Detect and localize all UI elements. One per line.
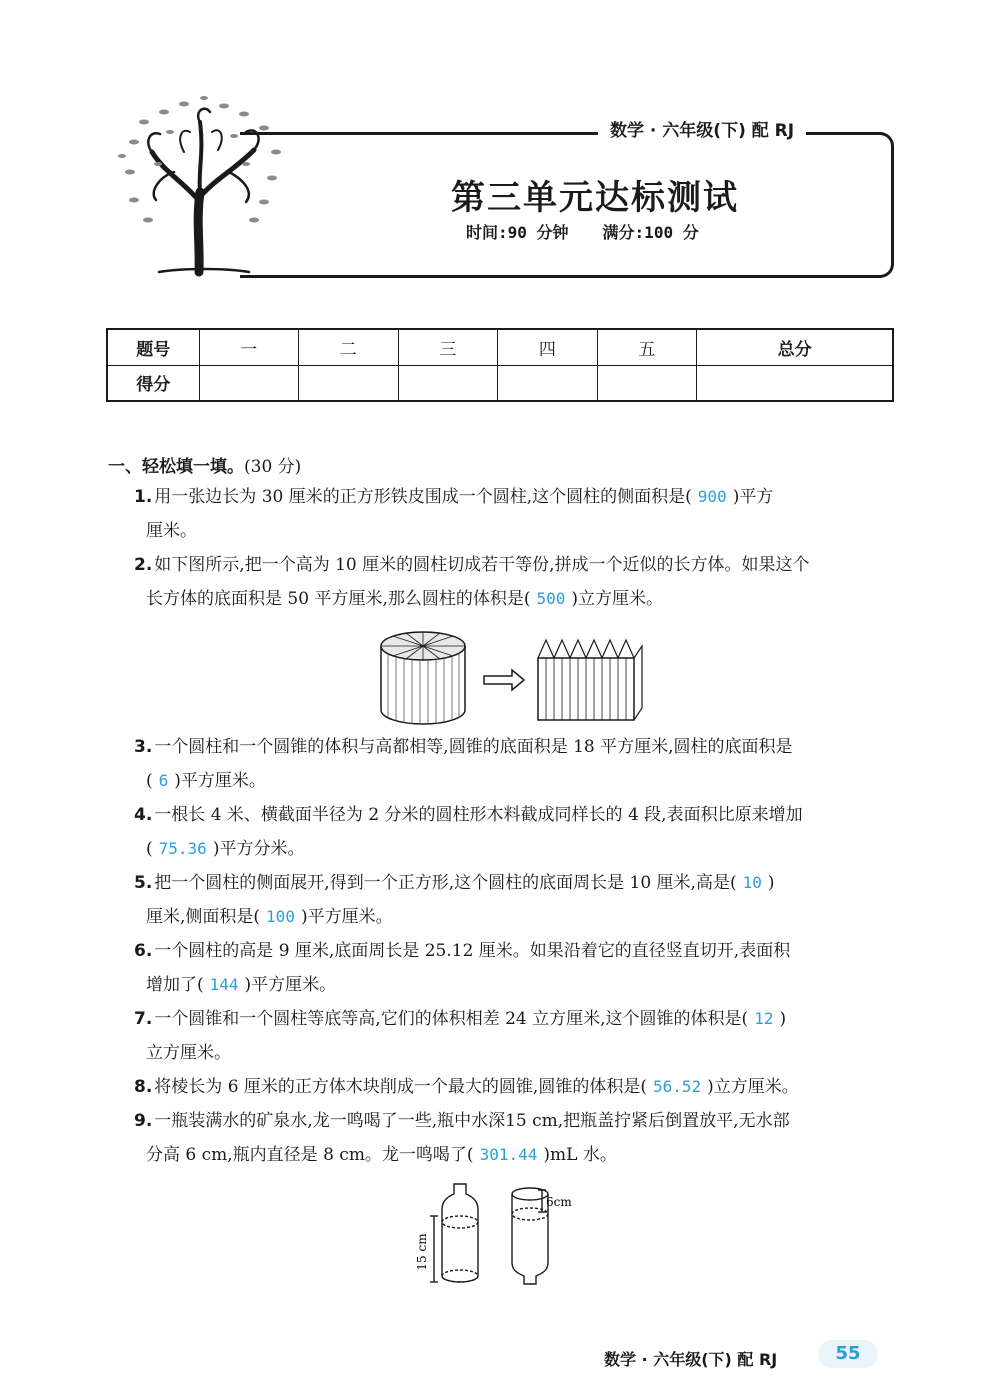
question-text: )平方	[732, 487, 774, 507]
question-8	[134, 1070, 896, 1104]
answer: 100	[266, 907, 295, 926]
question-number: 5.	[134, 873, 153, 893]
question-text: 一个圆柱和一个圆锥的体积与高都相等,圆锥的底面积是 18 平方厘米,圆柱的底面积是	[154, 737, 793, 757]
question-text: 分高 6 cm,瓶内直径是 8 cm。龙一鸣喝了(	[146, 1145, 474, 1165]
question-text: (	[146, 839, 153, 859]
answer: 301.44	[479, 1145, 538, 1164]
question-number: 8.	[134, 1077, 153, 1097]
question-text: 立方厘米。	[146, 1043, 231, 1063]
question-text: 一个圆锥和一个圆柱等底等高,它们的体积相差 24 立方厘米,这个圆锥的体积是(	[154, 1009, 749, 1029]
question-text: 厘米,侧面积是(	[146, 907, 261, 927]
depth-label-left: 15 cm	[415, 1233, 429, 1271]
answer: 6	[158, 771, 169, 790]
question-number: 2.	[134, 555, 153, 575]
question-text: )平方厘米。	[244, 975, 337, 995]
answer: 10	[742, 873, 762, 892]
question-7	[134, 1002, 896, 1070]
section-title	[108, 452, 301, 477]
time-limit: 时间:90 分钟	[466, 223, 569, 242]
depth-label-right: 6cm	[546, 1195, 572, 1209]
question-text: 长方体的底面积是 50 平方厘米,那么圆柱的体积是(	[146, 589, 531, 609]
column-header: 一	[199, 329, 299, 365]
question-2	[134, 548, 896, 616]
column-header: 二	[299, 329, 399, 365]
full-score: 满分:100 分	[602, 223, 699, 242]
question-number: 1.	[134, 487, 153, 507]
question-number: 7.	[134, 1009, 153, 1029]
score-cell[interactable]	[498, 365, 598, 401]
exam-meta	[466, 220, 733, 243]
bottle-figure	[415, 1180, 590, 1290]
question-text: 一个圆柱的高是 9 厘米,底面周长是 25.12 厘米。如果沿着它的直径竖直切开,表面积	[154, 941, 791, 961]
question-5	[134, 866, 896, 934]
answer: 900	[697, 487, 727, 506]
row-header: 得分	[107, 365, 199, 401]
question-4	[134, 798, 896, 866]
question-text: 将棱长为 6 厘米的正方体木块削成一个最大的圆锥,圆锥的体积是(	[154, 1077, 647, 1097]
cylinder-cut-figure	[378, 628, 648, 728]
question-text: 增加了(	[146, 975, 204, 995]
question-text: 用一张边长为 30 厘米的正方形铁皮围成一个圆柱,这个圆柱的侧面积是(	[154, 487, 692, 507]
column-header: 总分	[697, 329, 893, 365]
question-3	[134, 730, 896, 798]
question-text: )立方厘米。	[707, 1077, 799, 1097]
question-number: 3.	[134, 737, 153, 757]
question-1	[134, 480, 896, 548]
question-text: (	[146, 771, 153, 791]
answer: 75.36	[158, 839, 207, 858]
question-text: )立方厘米。	[571, 589, 664, 609]
question-text: )	[779, 1009, 787, 1029]
question-text: )平方分米。	[212, 839, 305, 859]
row-header: 题号	[107, 329, 199, 365]
answer: 144	[209, 975, 239, 994]
page-number: 55	[818, 1340, 878, 1368]
score-cell[interactable]	[299, 365, 399, 401]
score-cell[interactable]	[597, 365, 697, 401]
question-text: 一瓶装满水的矿泉水,龙一鸣喝了一些,瓶中水深15 cm,把瓶盖拧紧后倒置放平,无水部	[154, 1111, 790, 1131]
answer: 56.52	[652, 1077, 702, 1096]
footer-tagline: 数学 · 六年级(下) 配 RJ	[604, 1350, 778, 1369]
score-cell[interactable]	[199, 365, 299, 401]
table-row	[107, 329, 893, 365]
question-text: )	[767, 873, 775, 893]
section-points: (30 分)	[244, 457, 302, 477]
question-text: 一根长 4 米、横截面半径为 2 分米的圆柱形木料截成同样长的 4 段,表面积比原来增加	[154, 805, 803, 825]
column-header: 五	[597, 329, 697, 365]
score-cell[interactable]	[697, 365, 893, 401]
answer: 12	[754, 1009, 774, 1028]
page-title: 第三单元达标测试	[451, 178, 739, 218]
column-header: 四	[498, 329, 598, 365]
question-number: 4.	[134, 805, 153, 825]
question-number: 9.	[134, 1111, 153, 1131]
question-9	[134, 1104, 896, 1172]
header-tagline: 数学 · 六年级(下) 配 RJ	[598, 118, 806, 144]
score-cell[interactable]	[398, 365, 498, 401]
answer: 500	[536, 589, 566, 608]
question-number: 6.	[134, 941, 153, 961]
question-text: 如下图所示,把一个高为 10 厘米的圆柱切成若干等份,拼成一个近似的长方体。如果这个	[154, 555, 810, 575]
question-text: 厘米。	[146, 521, 197, 541]
section-title-text: 一、轻松填一填。	[108, 457, 244, 477]
question-6	[134, 934, 896, 1002]
table-row	[107, 365, 893, 401]
question-text: )mL 水。	[543, 1145, 617, 1165]
question-text: 把一个圆柱的侧面展开,得到一个正方形,这个圆柱的底面周长是 10 厘米,高是(	[154, 873, 737, 893]
score-table	[106, 328, 894, 402]
question-text: )平方厘米。	[174, 771, 266, 791]
column-header: 三	[398, 329, 498, 365]
question-text: )平方厘米。	[300, 907, 393, 927]
